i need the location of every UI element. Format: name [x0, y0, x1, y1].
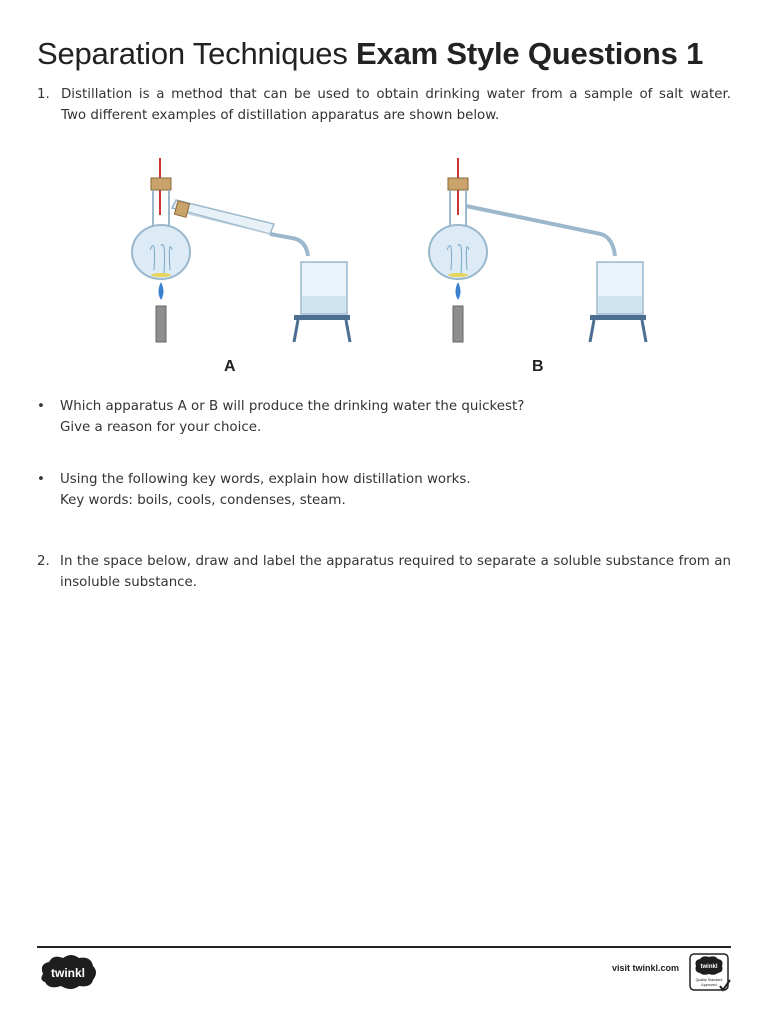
apparatus-b-illustration — [415, 150, 655, 350]
visit-link[interactable]: visit twinkl.com — [612, 963, 680, 973]
bullet-question-1-text — [60, 396, 524, 438]
question-1 — [37, 84, 731, 128]
title-bold: Exam Style Questions 1 — [356, 36, 704, 71]
badge-brand: twinkl — [700, 964, 718, 970]
question-2-line-1: In the space below, draw and label the apparatus required to separate a soluble substance from an — [60, 554, 731, 569]
bullet-question-2-text — [60, 469, 471, 511]
question-2-line-2: insoluble substance. — [60, 575, 198, 590]
bullet-symbol: • — [37, 399, 45, 414]
logo-text: twinkl — [50, 966, 86, 980]
apparatus-a-illustration — [120, 150, 360, 350]
question-1-line-1: Distillation is a method that can be used to obtain drinking water from a sample of salt water. — [61, 87, 731, 102]
badge-line-2: Approved — [701, 983, 717, 987]
bullet-question-2-line-1: Using the following key words, explain how distillation works. — [60, 472, 471, 487]
twinkl-logo-icon — [37, 952, 99, 992]
question-1-number: 1. — [37, 87, 50, 102]
bullet-question-1-line-2: Give a reason for your choice. — [60, 420, 262, 435]
bullet-question-2 — [37, 469, 731, 513]
bullet-symbol: • — [37, 472, 45, 487]
question-2 — [37, 551, 731, 595]
page-title — [37, 36, 703, 72]
footer-divider — [37, 946, 731, 948]
question-1-text — [61, 84, 731, 126]
question-1-line-2: Two different examples of distillation apparatus are shown below. — [61, 108, 500, 123]
apparatus-b-label: B — [532, 358, 544, 375]
apparatus-a-label: A — [224, 358, 236, 375]
badge-line-1: Quality Standard — [695, 978, 723, 982]
bullet-question-2-line-2: Key words: boils, cools, condenses, steam. — [60, 493, 346, 508]
quality-badge-icon — [688, 952, 732, 994]
question-2-number: 2. — [37, 554, 50, 569]
title-light: Separation Techniques — [37, 36, 357, 71]
bullet-question-1 — [37, 396, 731, 440]
question-2-text — [60, 551, 731, 593]
bullet-question-1-line-1: Which apparatus A or B will produce the drinking water the quickest? — [60, 399, 525, 414]
